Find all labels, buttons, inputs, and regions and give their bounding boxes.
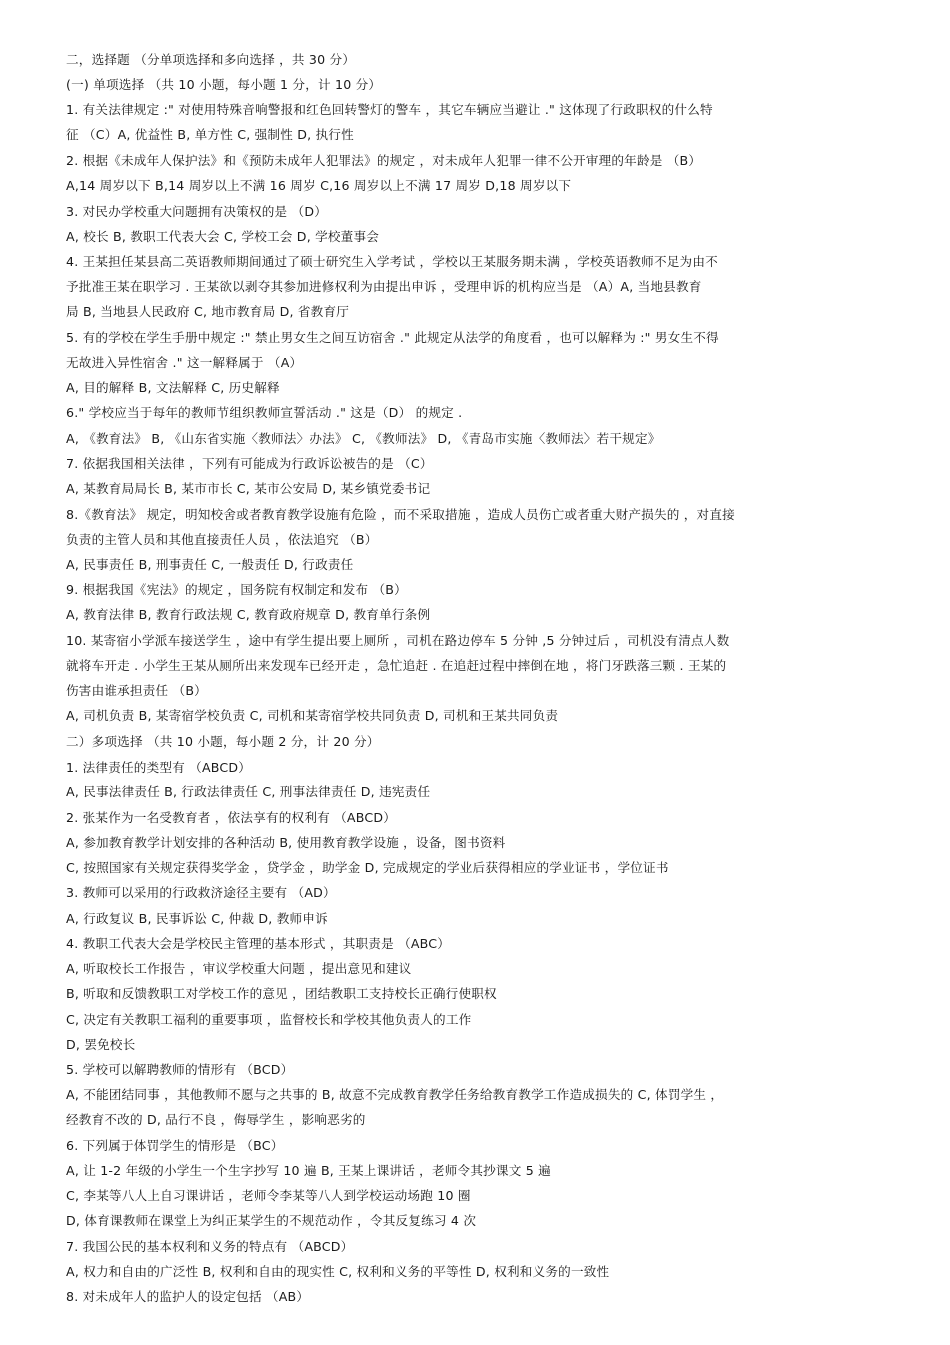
question-options: D, 罢免校长 (66, 1037, 136, 1052)
section-heading: 二，选择题 （分单项选择和多向选择 ，共 30 分） (66, 52, 356, 67)
question-text: 予批准王某在职学习 . 王某欲以剥夺其参加进修权利为由提出申诉 ，受理申诉的机构应当是 （A）A, 当地县教育 (66, 279, 702, 294)
question-text: 3. 教师可以采用的行政救济途径主要有 （AD） (66, 885, 336, 900)
question-text: 3. 对民办学校重大问题拥有决策权的是 （D） (66, 204, 328, 219)
question-text: 4. 教职工代表大会是学校民主管理的基本形式 ，其职责是 （ABC） (66, 936, 451, 951)
question-options: A, 司机负责 B, 某寄宿学校负责 C, 司机和某寄宿学校共同负责 D, 司机和王某共同负责 (66, 708, 559, 723)
question-text: 1. 法律责任的类型有 （ABCD） (66, 760, 252, 775)
subsection-heading: (一) 单项选择 （共 10 小题，每小题 1 分，计 10 分） (66, 77, 382, 92)
question-text: 2. 根据《未成年人保护法》和《预防未成年人犯罪法》的规定 ，对未成年人犯罪一律不公开审理的年龄是 （B） (66, 153, 702, 168)
question-options: D, 体育课教师在课堂上为纠正某学生的不规范动作 ，令其反复练习 4 次 (66, 1213, 477, 1228)
question-text: 负责的主管人员和其他直接责任人员 ，依法追究 （B） (66, 532, 378, 547)
question-options: A, 不能团结同事 ，其他教师不愿与之共事的 B, 故意不完成教育教学任务给教育教学工作造成损失的 C, 体罚学生 ， (66, 1087, 724, 1102)
question-options: A, 民事责任 B, 刑事责任 C, 一般责任 D, 行政责任 (66, 557, 354, 572)
question-text: 8. 对未成年人的监护人的设定包括 （AB） (66, 1289, 310, 1304)
question-options: C, 按照国家有关规定获得奖学金 ，贷学金 ，助学金 D, 完成规定的学业后获得相应的学业证书 ，学位证书 (66, 860, 669, 875)
question-options: A, 参加教育教学计划安排的各种活动 B, 使用教育教学设施 ，设备，图书资料 (66, 835, 506, 850)
question-text: 5. 有的学校在学生手册中规定 :" 禁止男女生之间互访宿舍 ." 此规定从法学的角度看 ，也可以解释为 :" 男女生不得 (66, 330, 719, 345)
question-options: 经教育不改的 D, 品行不良 ，侮辱学生 ，影响恶劣的 (66, 1112, 366, 1127)
question-options: A, 校长 B, 教职工代表大会 C, 学校工会 D, 学校董事会 (66, 229, 380, 244)
question-options: A,14 周岁以下 B,14 周岁以上不满 16 周岁 C,16 周岁以上不满 17 周岁 D,18 周岁以下 (66, 178, 572, 193)
question-options: A, 某教育局局长 B, 某市市长 C, 某市公安局 D, 某乡镇党委书记 (66, 481, 431, 496)
question-options: A, 听取校长工作报告 ，审议学校重大问题 ，提出意见和建议 (66, 961, 412, 976)
question-options: A, 《教育法》 B, 《山东省实施〈教师法〉办法》 C, 《教师法》 D, 《青岛市实施〈教师法〉若干规定》 (66, 431, 661, 446)
question-text: 4. 王某担任某县高二英语教师期间通过了硕士研究生入学考试 ，学校以王某服务期未满 ，学校英语教师不足为由不 (66, 254, 718, 269)
question-options: A, 目的解释 B, 文法解释 C, 历史解释 (66, 380, 280, 395)
question-options: A, 权力和自由的广泛性 B, 权利和自由的现实性 C, 权利和义务的平等性 D, 权利和义务的一致性 (66, 1264, 610, 1279)
question-options: B, 听取和反馈教职工对学校工作的意见 ，团结教职工支持校长正确行使职权 (66, 986, 497, 1001)
question-text: 就将车开走 . 小学生王某从厕所出来发现车已经开走 ，急忙追赶 . 在追赶过程中摔倒在地 ，将门牙跌落三颗 . 王某的 (66, 658, 727, 673)
question-options: A, 民事法律责任 B, 行政法律责任 C, 刑事法律责任 D, 违宪责任 (66, 784, 431, 799)
question-options: 局 B, 当地县人民政府 C, 地市教育局 D, 省教育厅 (66, 304, 350, 319)
question-options: A, 教育法律 B, 教育行政法规 C, 教育政府规章 D, 教育单行条例 (66, 607, 431, 622)
question-options: A, 行政复议 B, 民事诉讼 C, 仲裁 D, 教师申诉 (66, 911, 328, 926)
question-options: C, 决定有关教职工福利的重要事项 ，监督校长和学校其他负责人的工作 (66, 1012, 472, 1027)
question-text: 9. 根据我国《宪法》的规定 ，国务院有权制定和发布 （B） (66, 582, 407, 597)
question-text: 5. 学校可以解聘教师的情形有 （BCD） (66, 1062, 294, 1077)
question-text: 10. 某寄宿小学派车接送学生 ，途中有学生提出要上厕所 ，司机在路边停车 5 分钟 ,5 分钟过后 ，司机没有清点人数 (66, 633, 730, 648)
question-text: 7. 我国公民的基本权利和义务的特点有 （ABCD） (66, 1239, 354, 1254)
subsection-heading: 二）多项选择 （共 10 小题，每小题 2 分，计 20 分） (66, 734, 380, 749)
question-text: 6." 学校应当于每年的教师节组织教师宣誓活动 ." 这是（D） 的规定 . (66, 405, 463, 420)
question-options: A, 让 1-2 年级的小学生一个生字抄写 10 遍 B, 王某上课讲话 ，老师令其抄课文 5 遍 (66, 1163, 551, 1178)
question-text: 8.《教育法》 规定，明知校舍或者教育教学设施有危险 ，而不采取措施 ，造成人员伤亡或者重大财产损失的 ，对直接 (66, 507, 735, 522)
question-text: 7. 依据我国相关法律 ，下列有可能成为行政诉讼被告的是 （C） (66, 456, 433, 471)
question-text: 6. 下列属于体罚学生的情形是 （BC） (66, 1138, 284, 1153)
question-options: C, 李某等八人上自习课讲话 ，老师令李某等八人到学校运动场跑 10 圈 (66, 1188, 471, 1203)
question-options: 征 （C）A, 优益性 B, 单方性 C, 强制性 D, 执行性 (66, 127, 354, 142)
question-text: 2. 张某作为一名受教育者 ，依法享有的权利有 （ABCD） (66, 810, 397, 825)
question-text: 伤害由谁承担责任 （B） (66, 683, 207, 698)
question-text: 1. 有关法律规定 :" 对使用特殊音响警报和红色回转警灯的警车 ，其它车辆应当避让 ." 这体现了行政职权的什么特 (66, 102, 713, 117)
question-text: 无故进入异性宿舍 ." 这一解释属于 （A） (66, 355, 303, 370)
